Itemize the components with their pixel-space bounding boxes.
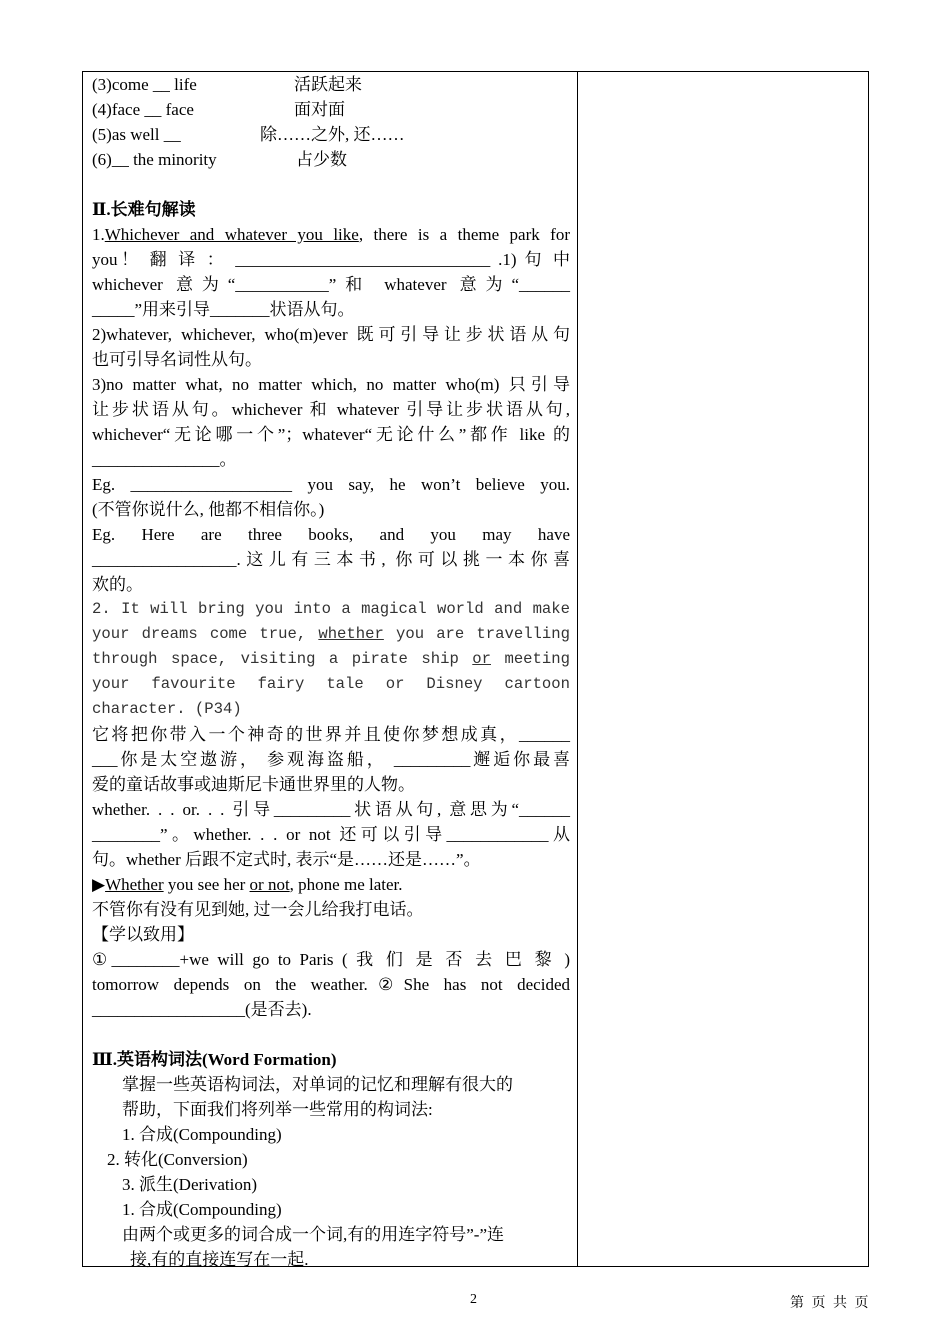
phrase-row xyxy=(92,147,347,172)
sentence-2-line: 2. It will bring you into a magical world and make xyxy=(92,600,570,618)
text-line: whichever“无论哪一个”；whatever“无论什么”都作 like 的 xyxy=(92,425,570,444)
text-line: 也可引导名词性从句。 xyxy=(92,350,262,369)
text-line: 让步状语从句。whichever 和 whatever 引导让步状语从句, xyxy=(92,400,570,419)
example-line: Eg. Here are three books, and you may have xyxy=(92,525,570,544)
underlined-word: or xyxy=(472,650,491,668)
text-line: 句。whether 后跟不定式时, 表示“是……还是……”。 xyxy=(92,850,481,869)
sentence-2-line: your favourite fairy tale or Disney cartoon xyxy=(92,675,570,693)
exercise-line: ①________+we will go to Paris ( 我 们 是 否 去 巴 黎 ) xyxy=(92,950,570,969)
example-line: ▶Whether you see her or not, phone me later. xyxy=(92,875,403,894)
triangle-icon: ▶ xyxy=(92,875,106,894)
text-line: _____”用来引导_______状语从句。 xyxy=(92,300,355,319)
notes-column xyxy=(578,72,868,1266)
example-line: Eg. ___________________ you say, he won’t believe you. xyxy=(92,475,570,494)
list-item: 3. 派生(Derivation) xyxy=(122,1175,258,1194)
phrase-en: (6)__ the minority xyxy=(92,150,217,169)
text-line: ________”。whether. . . or not 还可以引导____________从 xyxy=(92,825,570,844)
phrase-row xyxy=(92,122,405,147)
worksheet-table xyxy=(82,71,869,1267)
text-line: 3)no matter what, no matter which, no matter who(m) 只引导 xyxy=(92,375,570,394)
phrase-en: (5)as well __ xyxy=(92,125,181,144)
phrase-row xyxy=(92,72,362,97)
example-line: 欢的。 xyxy=(92,575,143,594)
phrase-en: (4)face __ face xyxy=(92,100,194,119)
phrase-en: (3)come __ life xyxy=(92,75,197,94)
translation-line: 爱的童话故事或迪斯尼卡通世界里的人物。 xyxy=(92,775,415,794)
exercise-line: __________________(是否去). xyxy=(92,1000,312,1019)
phrase-zh: 面对面 xyxy=(294,100,345,119)
underlined-phrase: Whichever and whatever you like xyxy=(104,225,359,244)
exercise-line: tomorrow depends on the weather.②She has not decided xyxy=(92,975,570,994)
page-number: 2 xyxy=(470,1292,477,1307)
phrase-zh: 除……之外, 还…… xyxy=(260,125,405,144)
phrase-zh: 活跃起来 xyxy=(294,75,362,94)
text-line: 由两个或更多的词合成一个词,有的用连字符号”-”连 xyxy=(122,1225,505,1244)
sentence-2-line: through space, visiting a pirate ship or meeting xyxy=(92,650,570,668)
text-line: 掌握一些英语构词法，对单词的记忆和理解有很大的 xyxy=(122,1075,513,1094)
example-translation: (不管你说什么, 他都不相信你。) xyxy=(92,500,325,519)
apply-heading: 【学以致用】 xyxy=(92,925,194,944)
phrase-zh: 占少数 xyxy=(296,150,347,169)
translate-line: you！ 翻 译 ： ______________________________ .1) 句 中 xyxy=(92,250,570,269)
translation-line: 它将把你带入一个神奇的世界并且使你梦想成真，______ xyxy=(92,725,570,744)
sentence-1-line: 1.Whichever and whatever you like, there is a theme park for xyxy=(92,225,570,244)
text-line: 2)whatever, whichever, who(m)ever 既可引导让步状语从句 xyxy=(92,325,570,344)
text-line: whether. . . or. . . 引导_________状语从句, 意思为“______ xyxy=(92,800,570,819)
text-line: 帮助，下面我们将列举一些常用的构词法: xyxy=(122,1100,433,1119)
list-item: 1. 合成(Compounding) xyxy=(122,1125,282,1144)
text-line: _______________。 xyxy=(92,450,237,469)
example-translation: 不管你有没有见到她, 过一会儿给我打电话。 xyxy=(92,900,424,919)
list-item: 2. 转化(Conversion) xyxy=(107,1150,248,1169)
translation-line: ___你是太空遨游， 参观海盗船， _________邂逅你最喜 xyxy=(92,750,570,769)
example-line: _________________.这儿有三本书, 你可以挑一本你喜 xyxy=(92,550,570,569)
section-2-title: Ⅱ.长难句解读 xyxy=(92,200,196,219)
sentence-2-line: character. (P34) xyxy=(92,700,242,718)
list-item: 1. 合成(Compounding) xyxy=(122,1200,282,1219)
text-line: 接,有的直接连写在一起. xyxy=(130,1250,309,1269)
sentence-2-line: your dreams come true, whether you are travelling xyxy=(92,625,570,643)
text-line: whichever 意为“___________”和 whatever 意为“______ xyxy=(92,275,570,294)
page-total: 第 页 共 页 xyxy=(790,1296,871,1311)
underlined-word: whether xyxy=(318,625,384,643)
phrase-row xyxy=(92,97,345,122)
section-3-title: Ⅲ.英语构词法(Word Formation) xyxy=(92,1050,337,1069)
